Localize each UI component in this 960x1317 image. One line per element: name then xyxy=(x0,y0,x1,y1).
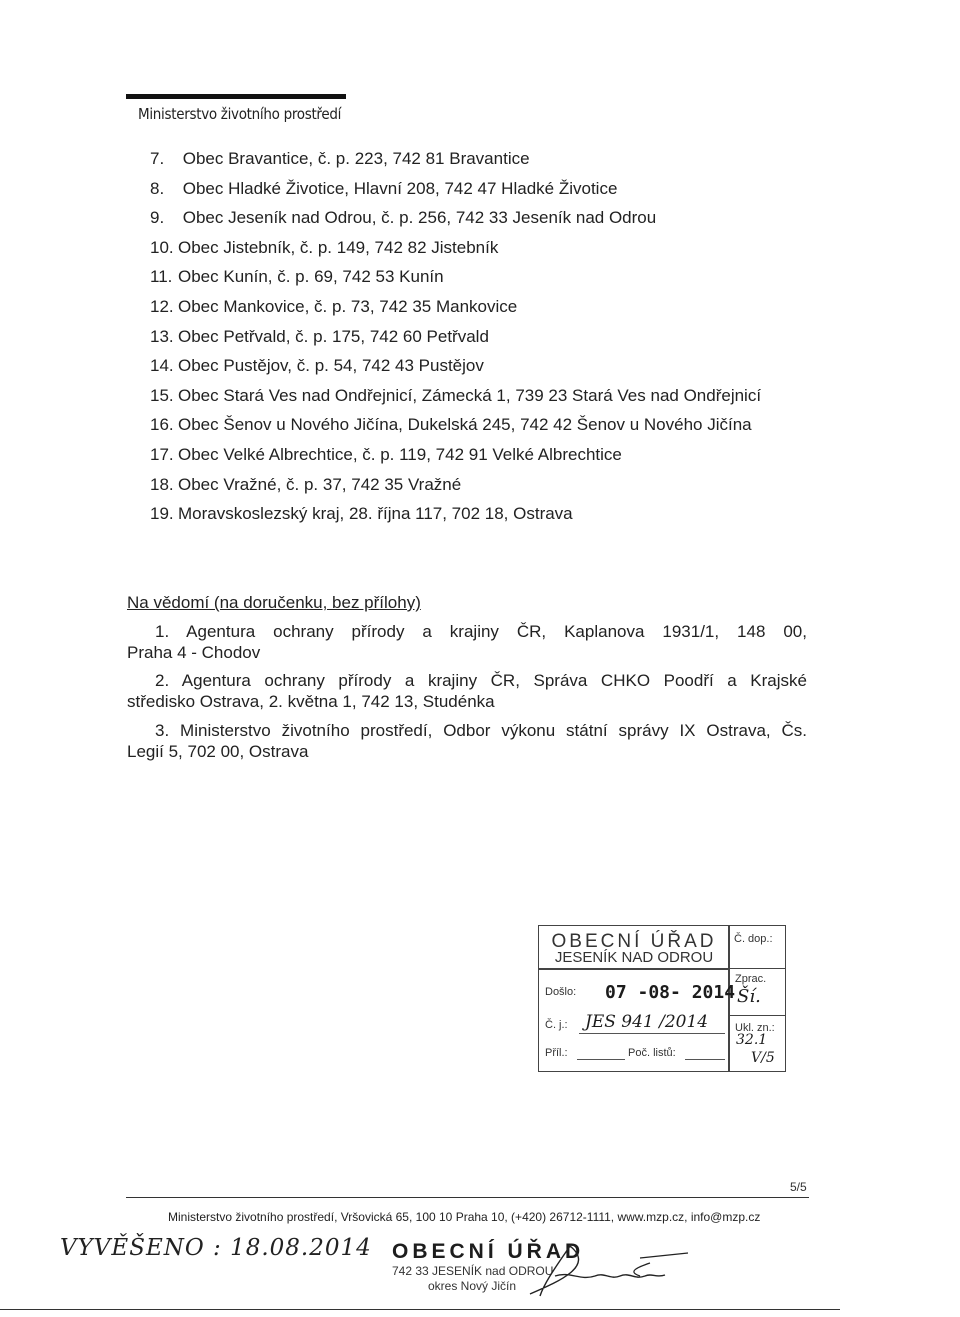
recipient-list xyxy=(150,148,830,533)
item-number: 18. xyxy=(150,474,174,494)
list-item xyxy=(150,178,830,208)
cc-item xyxy=(127,720,807,762)
item-text: Moravskoslezský kraj, 28. října 117, 702 18, Ostrava xyxy=(178,504,573,524)
seal-district: okres Nový Jičín xyxy=(428,1279,517,1293)
item-text: Obec Vražné, č. p. 37, 742 35 Vražné xyxy=(178,474,462,494)
item-number: 15. xyxy=(150,385,174,405)
cc-item xyxy=(127,670,807,712)
stamp-attachments-label: Příl.: xyxy=(545,1047,568,1059)
header-bar xyxy=(126,94,346,99)
stamp-sheets-label: Poč. listů: xyxy=(628,1047,676,1059)
item-number: 19. xyxy=(150,504,174,524)
list-item xyxy=(150,326,830,356)
stamp-c-dop-label: Č. dop.: xyxy=(734,933,773,945)
item-text: Obec Bravantice, č. p. 223, 742 81 Bravantice xyxy=(182,149,530,168)
item-number: 9. xyxy=(150,208,165,228)
cc-item xyxy=(127,621,807,663)
list-item xyxy=(150,414,830,444)
stamp-divider xyxy=(539,968,728,970)
cc-item-line: Praha 4 - Chodov xyxy=(127,643,261,662)
stamp-ref-label: Č. j.: xyxy=(545,1019,568,1031)
item-text: Obec Jeseník nad Odrou, č. p. 256, 742 33 Jeseník nad Odrou xyxy=(182,208,657,228)
cc-item-line: 2. Agentura ochrany přírody a krajiny ČR, Správa CHKO Poodří a Krajské xyxy=(155,671,807,690)
item-number: 12. xyxy=(150,296,174,316)
seal-title: OBECNÍ ÚŘAD xyxy=(392,1240,585,1263)
list-item xyxy=(150,148,830,178)
cc-item-line: 1. Agentura ochrany přírody a krajiny ČR, Kaplanova 1931/1, 148 00, xyxy=(155,622,807,641)
cc-title: Na vědomí (na doručenku, bez přílohy) xyxy=(127,593,421,612)
item-text: Obec Kunín, č. p. 69, 742 53 Kunín xyxy=(178,267,444,287)
list-item xyxy=(150,503,830,533)
stamp-received-label: Došlo: xyxy=(545,986,577,998)
list-item xyxy=(150,207,830,237)
stamp-storage-extra: V/5 xyxy=(751,1050,775,1066)
item-number: 13. xyxy=(150,326,174,346)
item-number: 17. xyxy=(150,444,174,464)
item-text: Obec Velké Albrechtice, č. p. 119, 742 91 Velké Albrechtice xyxy=(178,444,622,464)
stamp-underline xyxy=(685,1059,725,1060)
list-item xyxy=(150,355,830,385)
page-number: 5/5 xyxy=(790,1180,807,1194)
cc-item-line: Legií 5, 702 00, Ostrava xyxy=(127,742,309,761)
seal-address: 742 33 JESENÍK nad ODROU xyxy=(392,1264,554,1278)
footer-contact: Ministerstvo životního prostředí, Vršovická 65, 100 10 Praha 10, (+420) 26712-1111, www.mzp.cz, info@mzp.cz xyxy=(168,1210,761,1224)
item-text: Obec Hladké Životice, Hlavní 208, 742 47 Hladké Životice xyxy=(182,178,618,198)
list-item xyxy=(150,266,830,296)
list-item xyxy=(150,444,830,474)
page-edge-rule xyxy=(0,1309,840,1310)
list-item xyxy=(150,296,830,326)
item-text: Obec Šenov u Nového Jičína, Dukelská 245, 742 42 Šenov u Nového Jičína xyxy=(178,415,752,435)
stamp-town: JESENÍK NAD ODROU xyxy=(554,949,714,966)
item-text: Obec Petřvald, č. p. 175, 742 60 Petřvald xyxy=(178,326,489,346)
cc-item-line: středisko Ostrava, 2. května 1, 742 13, Studénka xyxy=(127,692,495,711)
item-text: Obec Stará Ves nad Ondřejnicí, Zámecká 1, 739 23 Stará Ves nad Ondřejnicí xyxy=(178,385,762,405)
item-text: Obec Pustějov, č. p. 54, 742 43 Pustějov xyxy=(178,356,484,376)
stamp-office: OBECNÍ ÚŘAD xyxy=(551,931,717,952)
ministry-name: Ministerstvo životního prostředí xyxy=(138,105,342,123)
stamp-underline xyxy=(577,1059,625,1060)
item-text: Obec Mankovice, č. p. 73, 742 35 Mankovice xyxy=(178,296,518,316)
item-number: 16. xyxy=(150,415,174,435)
item-number: 14. xyxy=(150,356,174,376)
cc-item-line: 3. Ministerstvo životního prostředí, Odbor výkonu státní správy IX Ostrava, Čs. xyxy=(155,721,807,740)
stamp-ref-value: JES 941 /2014 xyxy=(585,1012,709,1032)
list-item xyxy=(150,474,830,504)
stamp-processed-label: Zprac. xyxy=(735,973,767,985)
item-number: 11. xyxy=(150,267,173,287)
item-number: 8. xyxy=(150,178,165,198)
item-text: Obec Jistebník, č. p. 149, 742 82 Jistebník xyxy=(178,237,499,257)
stamp-storage-label: Ukl. zn.: xyxy=(735,1022,775,1034)
posted-note: VYVĚŠENO : 18.08.2014 xyxy=(60,1235,372,1261)
stamp-underline xyxy=(579,1033,725,1034)
item-number: 10. xyxy=(150,237,174,257)
footer-rule xyxy=(126,1197,809,1198)
stamp-received-date: 07 -08- 2014 xyxy=(605,982,736,1003)
list-item xyxy=(150,237,830,267)
item-number: 7. xyxy=(150,149,165,168)
registry-stamp xyxy=(538,925,786,1072)
signature-icon xyxy=(500,1236,690,1306)
stamp-processed-value: Ší. xyxy=(737,986,761,1007)
list-item xyxy=(150,385,830,415)
stamp-storage-value: 32.1 xyxy=(736,1032,768,1048)
